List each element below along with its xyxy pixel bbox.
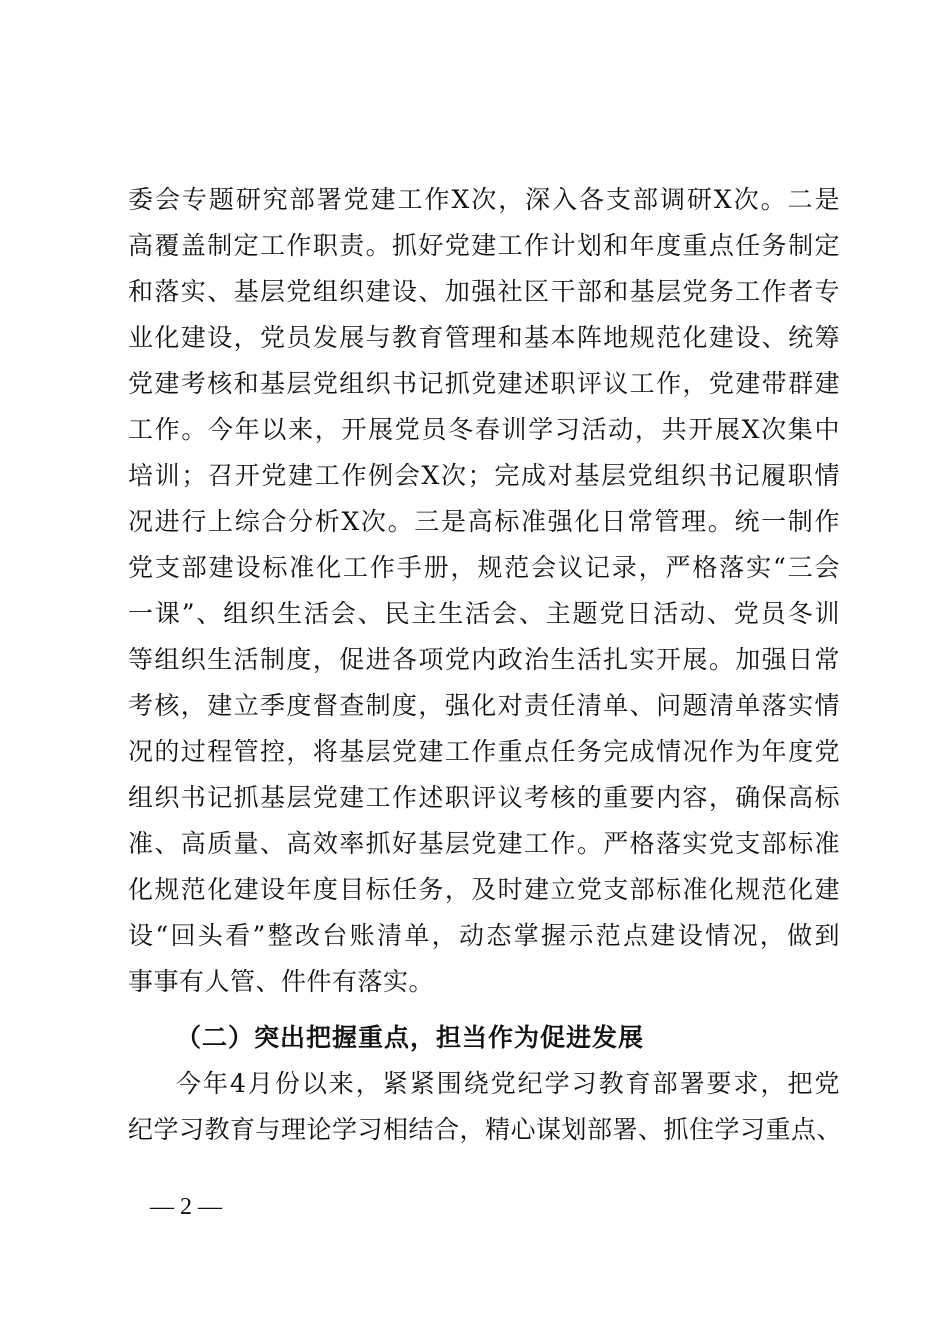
paragraph-line: 设“回头看”整改台账清单，动态掌握示范点建设情况，做到 (128, 921, 840, 950)
paragraph-line: 况的过程管控，将基层党建工作重点任务完成情况作为年度党 (128, 737, 840, 766)
page-number: — 2 — (150, 1194, 222, 1220)
paragraph-line: 准、高质量、高效率抓好基层党建工作。严格落实党支部标准 (128, 829, 840, 858)
section-heading: （二）突出把握重点，担当作为促进发展 (176, 1023, 645, 1052)
paragraph-line: 考核，建立季度督查制度，强化对责任清单、问题清单落实情 (128, 691, 840, 720)
paragraph-line: 事事有人管、件件有落实。 (128, 967, 435, 996)
paragraph-line: 等组织生活制度，促进各项党内政治生活扎实开展。加强日常 (128, 645, 840, 674)
paragraph-line: 况进行上综合分析X次。三是高标准强化日常管理。统一制作 (128, 507, 840, 536)
paragraph-line: 今年4月份以来，紧紧围绕党纪学习教育部署要求，把党 (176, 1069, 840, 1098)
paragraph-line: 组织书记抓基层党建工作述职评议考核的重要内容，确保高标 (128, 783, 840, 812)
paragraph-line: 化规范化建设年度目标任务，及时建立党支部标准化规范化建 (128, 875, 840, 904)
paragraph-line: 委会专题研究部署党建工作X次，深入各支部调研X次。二是 (128, 185, 840, 214)
paragraph-line: 工作。今年以来，开展党员冬春训学习活动，共开展X次集中 (128, 415, 840, 444)
paragraph-line: 一课”、组织生活会、民主生活会、主题党日活动、党员冬训 (128, 599, 840, 628)
paragraph-line: 业化建设，党员发展与教育管理和基本阵地规范化建设、统筹 (128, 323, 840, 352)
paragraph-line: 纪学习教育与理论学习相结合，精心谋划部署、抓住学习重点、 (128, 1115, 843, 1144)
paragraph-line: 和落实、基层党组织建设、加强社区干部和基层党务工作者专 (128, 277, 840, 306)
paragraph-line: 党支部建设标准化工作手册，规范会议记录，严格落实“三会 (128, 553, 840, 582)
paragraph-line: 培训；召开党建工作例会X次；完成对基层党组织书记履职情 (128, 461, 840, 490)
paragraph-line: 党建考核和基层党组织书记抓党建述职评议工作，党建带群建 (128, 369, 840, 398)
paragraph-line: 高覆盖制定工作职责。抓好党建工作计划和年度重点任务制定 (128, 231, 840, 260)
